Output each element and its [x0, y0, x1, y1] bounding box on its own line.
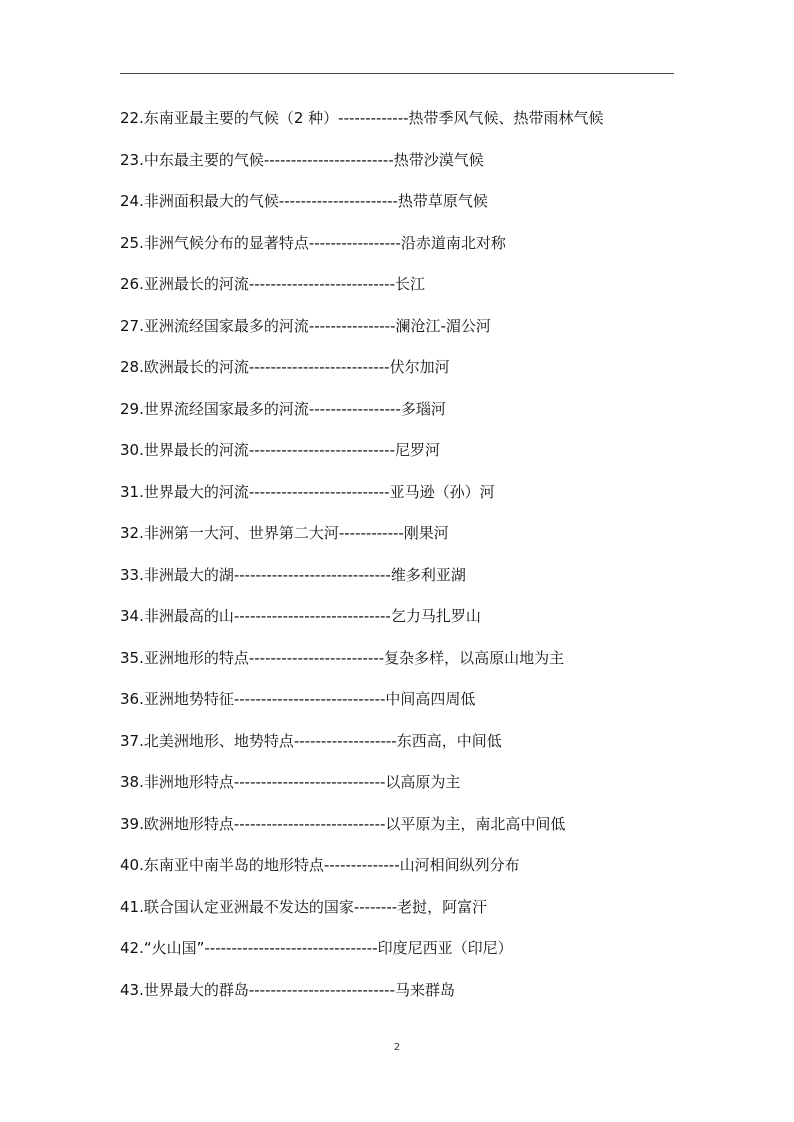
- list-item: 36.亚洲地势特征----------------------------中间高四周低: [120, 690, 476, 708]
- list-item: 24.非洲面积最大的气候----------------------热带草原气候: [120, 192, 488, 210]
- list-item: 31.世界最大的河流--------------------------亚马逊（孙）河: [120, 482, 495, 501]
- list-item: 27.亚洲流经国家最多的河流----------------澜沧江-湄公河: [120, 316, 491, 335]
- page-number: 2: [393, 1042, 401, 1053]
- list-item: 38.非洲地形特点----------------------------以高原为主: [120, 773, 461, 791]
- list-item: 28.欧洲最长的河流--------------------------伏尔加河: [120, 358, 450, 376]
- list-item: 23.中东最主要的气候------------------------热带沙漠气候: [120, 150, 484, 169]
- fact-list: [120, 104, 720, 1017]
- list-item: 22.东南亚最主要的气候（2 种）-------------热带季风气候、热带雨林气候: [120, 109, 604, 127]
- list-item: 26.亚洲最长的河流---------------------------长江: [120, 275, 425, 293]
- list-item: 35.亚洲地形的特点-------------------------复杂多样，以高原山地为主: [120, 648, 565, 667]
- list-item: 41.联合国认定亚洲最不发达的国家--------老挝，阿富汗: [120, 897, 488, 916]
- list-item: 33.非洲最大的湖-----------------------------维多利亚湖: [120, 565, 466, 584]
- list-item: 39.欧洲地形特点----------------------------以平原为主，南北高中间低: [120, 814, 566, 833]
- list-item: 25.非洲气候分布的显著特点-----------------沿赤道南北对称: [120, 233, 506, 252]
- list-item: 42.“火山国”--------------------------------印度尼西亚（印尼）: [120, 939, 513, 957]
- list-item: 37.北美洲地形、地势特点-------------------东西高，中间低: [120, 731, 502, 750]
- list-item: 40.东南亚中南半岛的地形特点--------------山河相间纵列分布: [120, 856, 520, 874]
- list-item: 34.非洲最高的山-----------------------------乞力马扎罗山: [120, 607, 481, 625]
- list-item: 30.世界最长的河流---------------------------尼罗河: [120, 441, 440, 459]
- list-item: 29.世界流经国家最多的河流-----------------多瑙河: [120, 399, 446, 418]
- header-rule: [120, 73, 674, 74]
- list-item: 32.非洲第一大河、世界第二大河------------刚果河: [120, 524, 449, 542]
- list-item: 43.世界最大的群岛---------------------------马来群岛: [120, 980, 455, 999]
